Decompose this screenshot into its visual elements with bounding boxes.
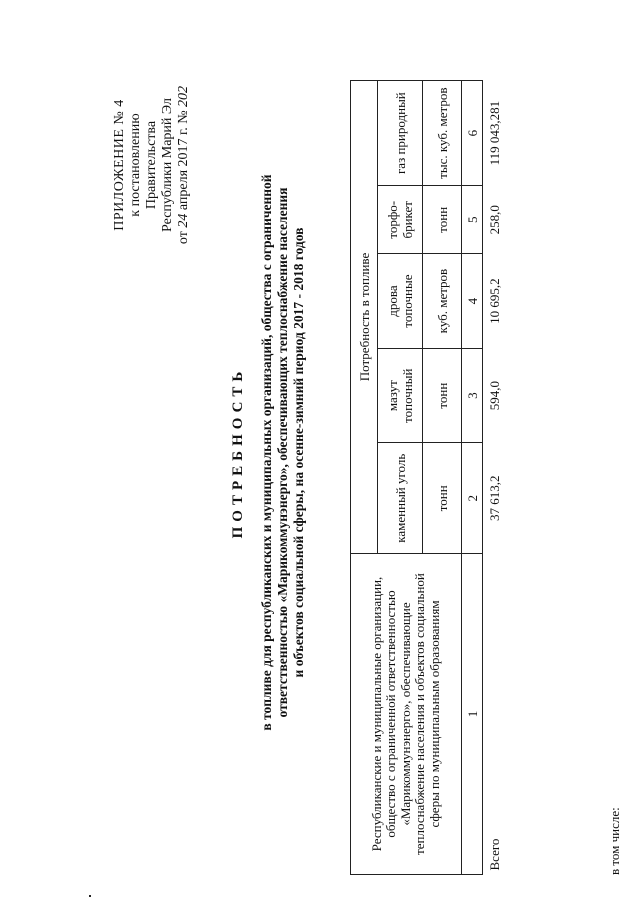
total-value: 594,0	[483, 348, 506, 443]
appendix-number: 202	[176, 85, 191, 107]
fuel-name-cell: мазут топочный	[378, 348, 423, 443]
appendix-line-2: Республики Марий Эл	[160, 98, 175, 232]
unit-cell: тыс. куб. метров	[423, 81, 462, 186]
column-number-cell: 3	[462, 348, 483, 443]
appendix-date-rest: апреля 2017 г. №	[176, 110, 191, 211]
appendix-date-line	[176, 70, 192, 260]
group-header-cell: Потребность в топливе	[351, 81, 378, 554]
fuel-name-cell: торфо-брикет	[378, 186, 423, 254]
fuel-name-cell: каменный уголь	[378, 443, 423, 554]
appendix-date-prefix: от	[176, 231, 191, 245]
heading-line-3: и объектов социальной сферы, на осенне-зимний период 2017 - 2018 годов	[291, 227, 306, 678]
heading-line-1: в топливе для республиканских и муниципальных организаций, общества с ограниченной	[259, 174, 274, 731]
table-header-row	[351, 81, 378, 875]
unit-cell: куб. метров	[423, 254, 462, 349]
column-number-cell: 1	[462, 554, 483, 875]
column-number-cell: 4	[462, 254, 483, 349]
fuel-name-cell: газ природный	[378, 81, 423, 186]
appendix-line-1: к постановлению Правительства	[128, 113, 159, 217]
appendix-title: ПРИЛОЖЕНИЕ № 4	[112, 99, 127, 231]
fuel-name-cell: дрова топочные	[378, 254, 423, 349]
fuel-need-table	[350, 80, 505, 875]
unit-cell: тонн	[423, 443, 462, 554]
unit-cell: тонн	[423, 348, 462, 443]
unit-cell: тонн	[423, 186, 462, 254]
heading-line-2: ответственностью «Марикоммунэнерго», обеспечивающих теплоснабжение населения	[275, 187, 290, 718]
total-label: Всего	[483, 554, 506, 875]
column-number-cell: 2	[462, 443, 483, 554]
column-number-cell: 5	[462, 186, 483, 254]
column-numbers-row	[462, 81, 483, 875]
appendix-date-day: 24	[176, 213, 191, 228]
row-header-cell: Республиканские и муниципальные организации, общество с ограниченной ответственностью «Марикоммунэнерго», обеспечивающие теплоснабжение населения и объектов социальной сферы по муниципальным образованиям	[351, 554, 462, 875]
total-value: 37 613,2	[483, 443, 506, 554]
total-value: 119 043,281	[483, 81, 506, 186]
scan-speck	[89, 895, 91, 897]
document-title: ПОТРЕБНОСТЬ	[230, 366, 246, 539]
total-row	[483, 81, 506, 875]
appendix-header	[112, 70, 192, 260]
total-value: 258,0	[483, 186, 506, 254]
total-value: 10 695,2	[483, 254, 506, 349]
column-number-cell: 6	[462, 81, 483, 186]
document-heading	[230, 0, 307, 905]
including-label: в том числе:	[607, 807, 622, 875]
